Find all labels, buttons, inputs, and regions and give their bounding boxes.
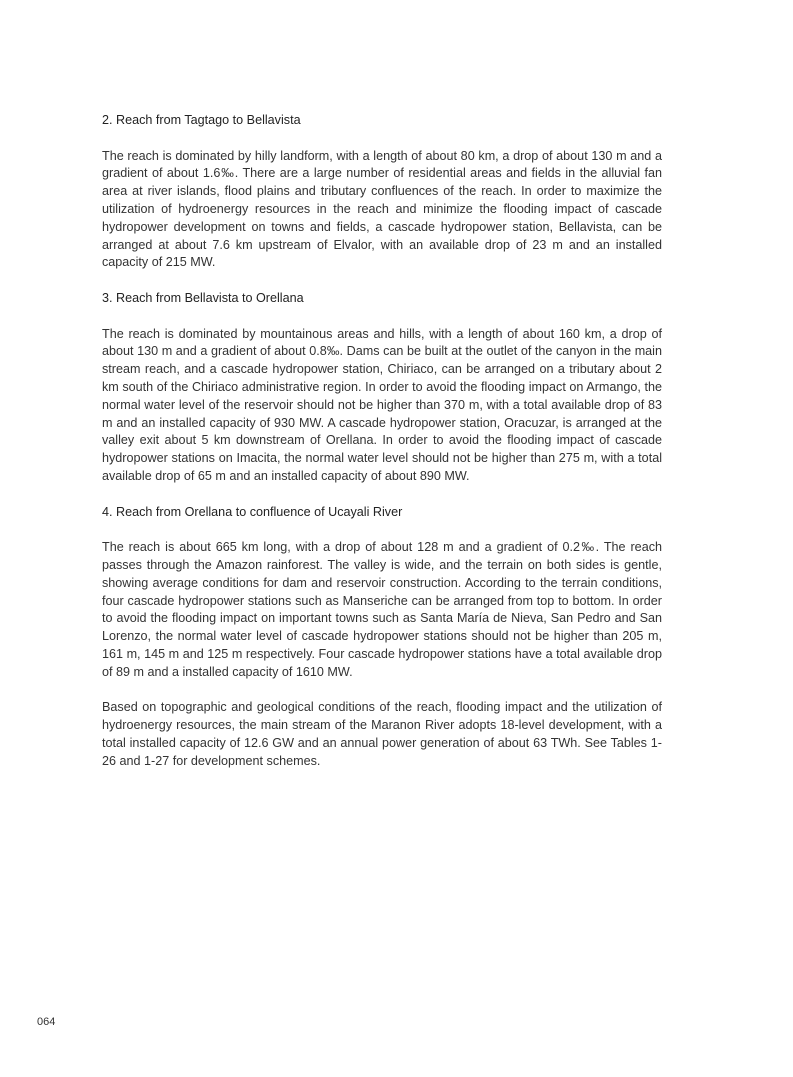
page-number: 064 [37, 1016, 56, 1028]
section-heading-orellana-ucayali: 4. Reach from Orellana to confluence of Ucayali River [102, 504, 403, 519]
conclusion-paragraph: Based on topographic and geological conditions of the reach, flooding impact and the utilization of hydroenergy resources, the main stream of the Maranon River adopts 18-level development, with a total installed capacity of 12.6 GW and an annual power generation of about 63 TWh. See Tables 1-26 and 1-27 for development schemes. [102, 700, 662, 768]
section-heading-bellavista-orellana: 3. Reach from Bellavista to Orellana [102, 290, 304, 305]
section-paragraph-bellavista-orellana: The reach is dominated by mountainous areas and hills, with a length of about 160 km, a drop of about 130 m and a gradient of about 0.8‰. Dams can be built at the outlet of the canyon in the main stream reach, and a cascade hydropower station, Chiriaco, can be arranged on a tributary about 2 km south of the Chiriaco administrative region. In order to avoid the flooding impact on Armango, the normal water level of the reservoir should not be higher than 370 m, with a total available drop of 83 m and an installed capacity of 930 MW. A cascade hydropower station, Oracuzar, is arranged at the valley exit about 5 km downstream of Orellana. In order to avoid the flooding impact of cascade hydropower stations on Imacita, the normal water level should not be higher than 275 m, with a total available drop of 65 m and an installed capacity of about 890 MW. [102, 326, 662, 483]
section-paragraph-tagtago-bellavista: The reach is dominated by hilly landform, with a length of about 80 km, a drop of about 130 m and a gradient of about 1.6‰. There are a large number of residential areas and fields in the alluvial fan area at river islands, flood plains and tributary confluences of the reach. In order to maximize the utilization of hydroenergy resources in the reach and minimize the flooding impact of cascade hydropower development on towns and fields, a cascade hydropower station, Bellavista, can be arranged at about 7.6 km upstream of Elvalor, with an available drop of 23 m and an installed capacity of 215 MW. [102, 148, 662, 270]
section-paragraph-orellana-ucayali: The reach is about 665 km long, with a drop of about 128 m and a gradient of 0.2‰. The reach passes through the Amazon rainforest. The valley is wide, and the terrain on both sides is gentle, showing average conditions for dam and reservoir construction. According to the terrain conditions, four cascade hydropower stations such as Manseriche can be arranged from top to bottom. In order to avoid the flooding impact on important towns such as Santa María de Nieva, San Pedro and San Lorenzo, the normal water level of cascade hydropower stations should not be higher than 205 m, 161 m, 145 m and 125 m respectively. Four cascade hydropower stations have a total available drop of 89 m and a installed capacity of 1610 MW. [102, 540, 662, 679]
page-content [102, 112, 662, 788]
section-heading-tagtago-bellavista: 2. Reach from Tagtago to Bellavista [102, 113, 301, 127]
